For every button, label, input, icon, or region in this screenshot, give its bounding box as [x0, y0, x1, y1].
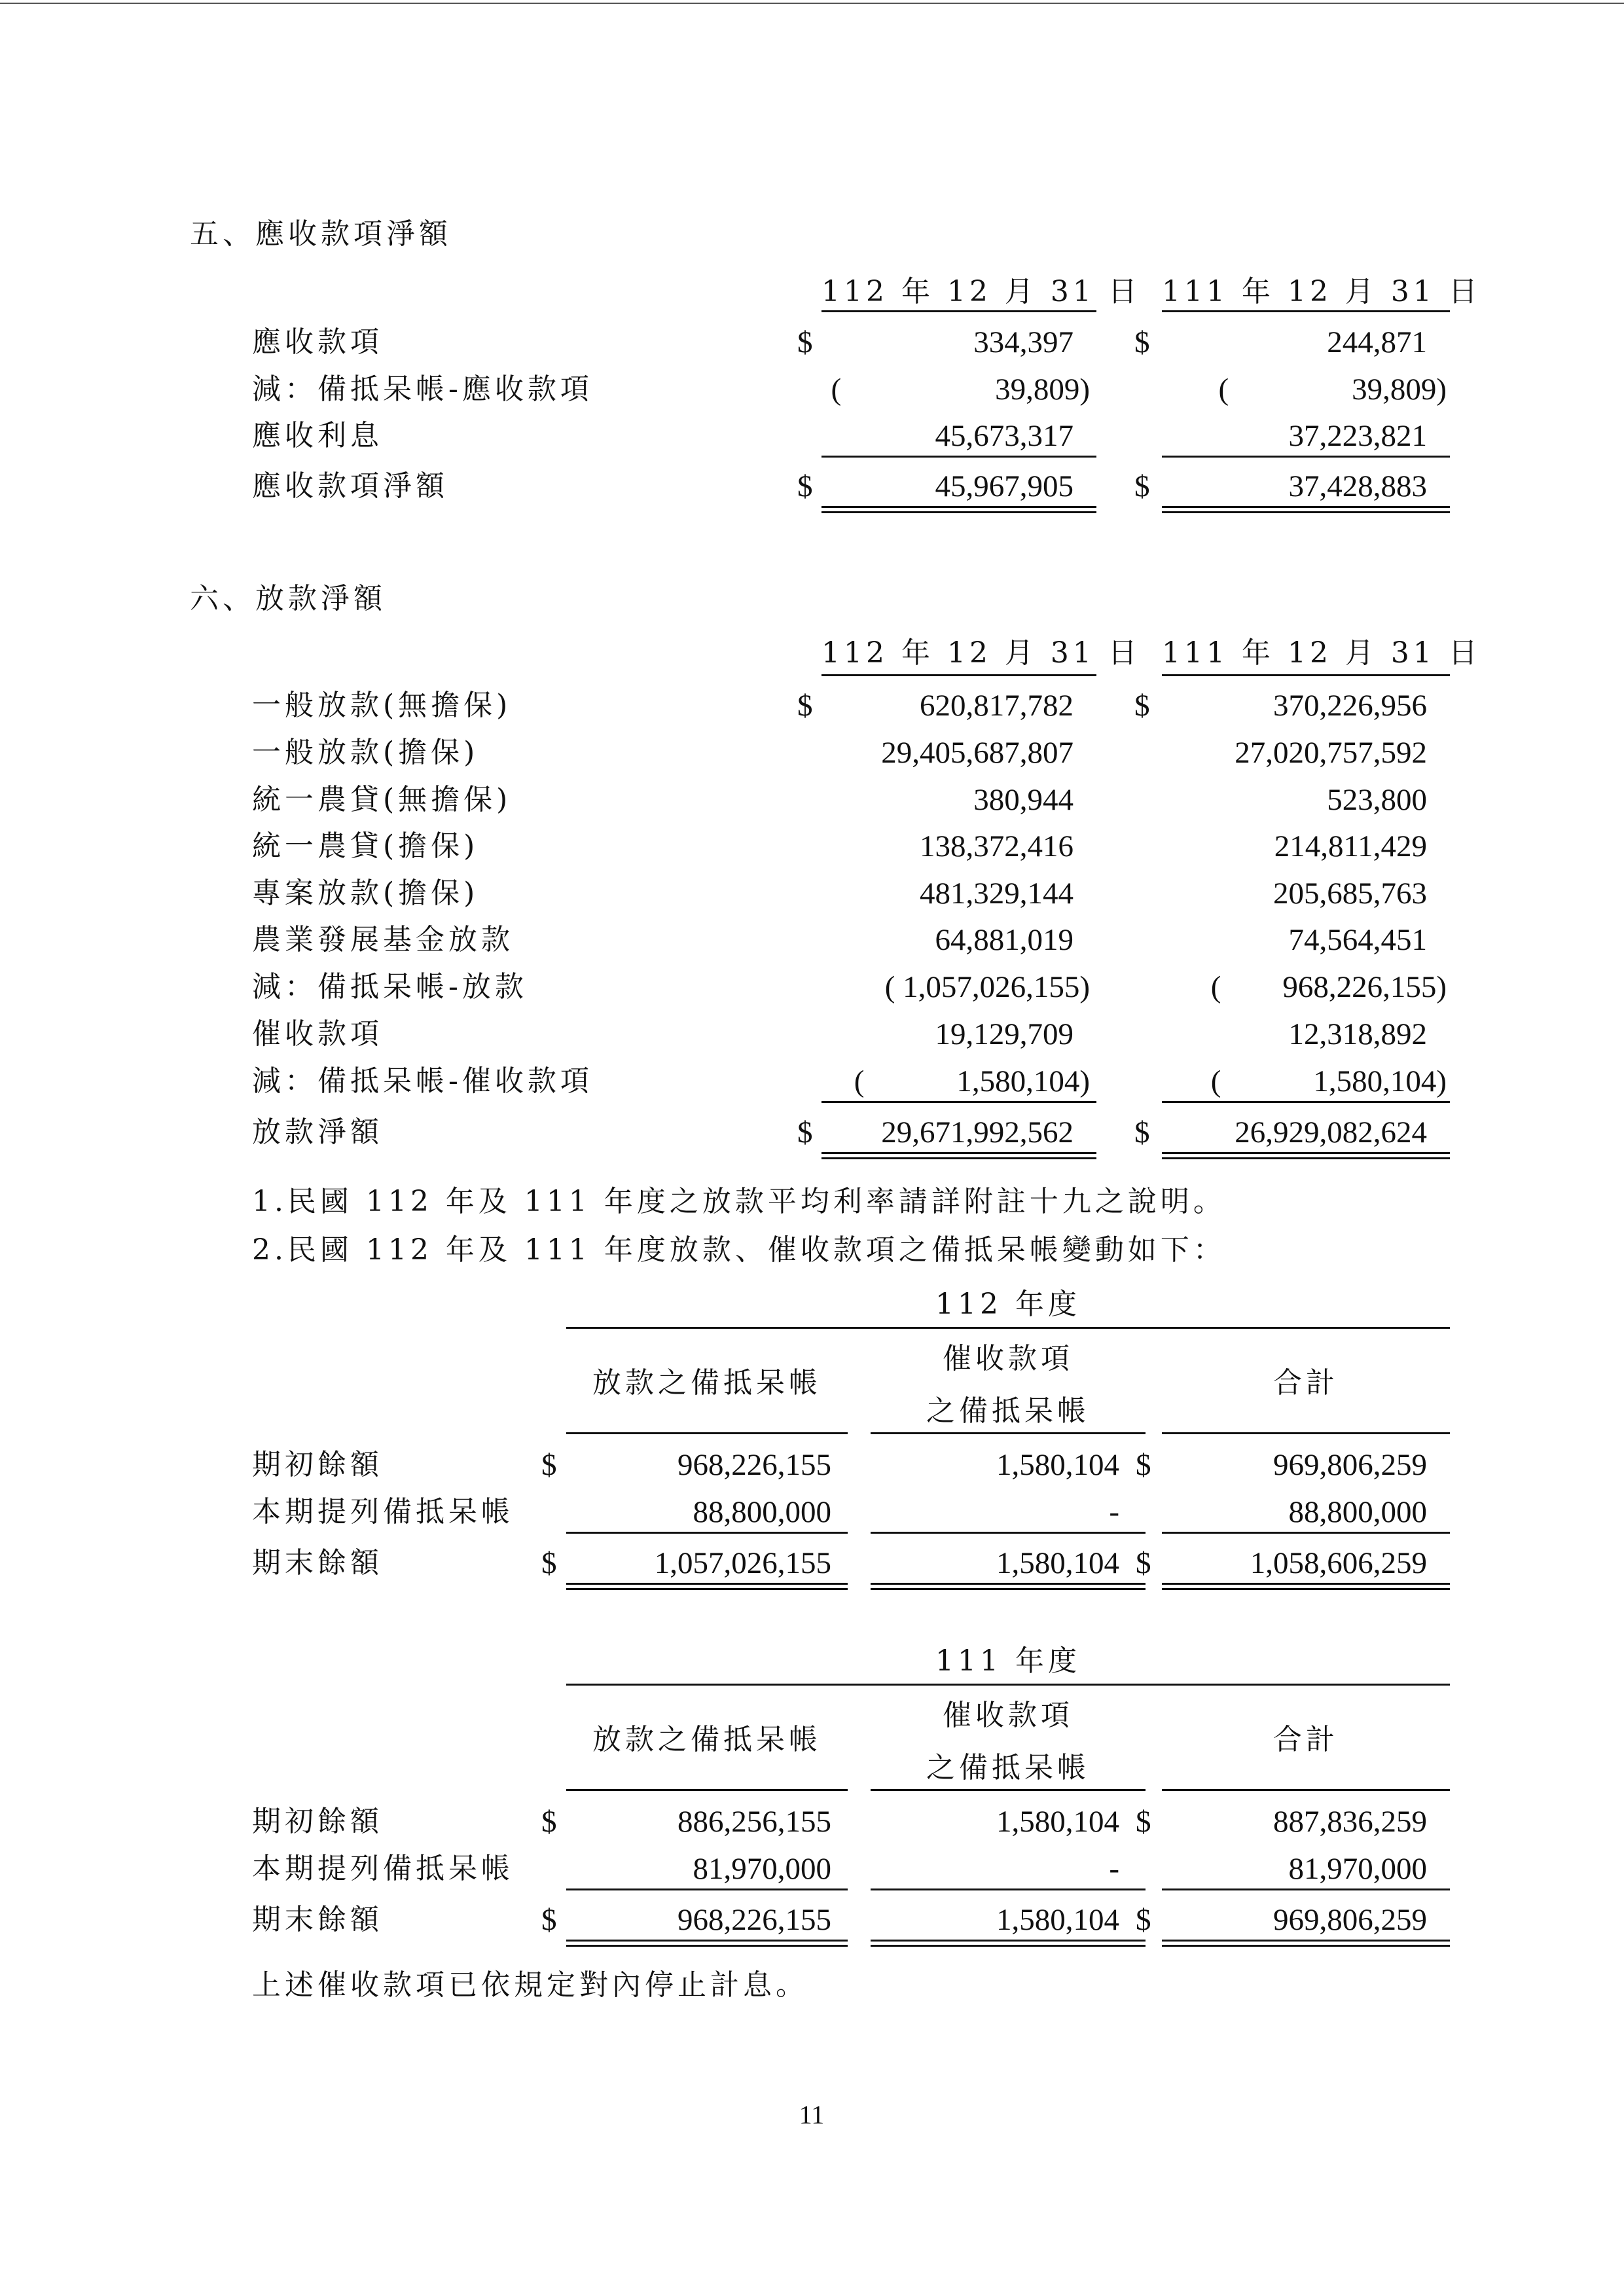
section-5-title: 五、應收款項淨額 — [190, 217, 452, 251]
tbl111-dollar-sign: $ — [1136, 1805, 1151, 1839]
s6-value-111: 12,318,892 — [1288, 1017, 1427, 1051]
s6-row-label: 統一農貸(無擔保) — [252, 783, 512, 816]
s6-row-label: 減：備抵呆帳-放款 — [252, 970, 528, 1003]
s6-value-112: 64,881,019 — [935, 923, 1074, 957]
s6-value-112: ( 1,580,104) — [854, 1064, 1090, 1098]
s6-note-2: 2.民國 112 年及 111 年度放款、催收款項之備抵呆帳變動如下： — [252, 1233, 1226, 1267]
s6-note-1: 1.民國 112 年及 111 年度之放款平均利率請詳附註十九之說明。 — [252, 1185, 1226, 1218]
tbl111-header-underline — [566, 1789, 848, 1791]
s5-dollar-sign: $ — [797, 325, 813, 359]
s5-dollar-sign: $ — [1134, 469, 1150, 503]
tbl111-allowance-overdue: 1,580,104 — [996, 1805, 1119, 1839]
s6-value-112: 620,817,782 — [920, 689, 1074, 723]
tbl112-row-label: 期末餘額 — [252, 1546, 383, 1580]
tbl112-allowance-loans: 968,226,155 — [677, 1448, 831, 1482]
tbl111-dollar-sign: $ — [541, 1805, 557, 1839]
s5-value-111: 37,223,821 — [1288, 419, 1427, 453]
s5-value-112: 45,673,317 — [935, 419, 1074, 453]
s5-value-111: 244,871 — [1327, 325, 1427, 359]
tbl112-dollar-sign: $ — [541, 1546, 557, 1580]
tbl112-total-double-underline — [566, 1583, 848, 1590]
s6-value-111: 370,226,956 — [1273, 689, 1427, 723]
tbl112-header-underline — [566, 1432, 848, 1434]
tbl111-col-overdue-header-2: 之備抵呆帳 — [926, 1751, 1090, 1784]
scan-edge-line — [0, 3, 1624, 4]
s5-row-label: 應收款項 — [252, 325, 383, 359]
tbl111-row-label: 本期提列備抵呆帳 — [252, 1852, 514, 1885]
s6-row-label: 統一農貸(擔保) — [252, 829, 479, 863]
s5-row-label: 應收款項淨額 — [252, 469, 448, 503]
section-6-title: 六、放款淨額 — [190, 582, 386, 615]
s5-value-112: 334,397 — [973, 325, 1074, 359]
tbl111-subtotal-line — [566, 1888, 848, 1890]
s6-dollar-sign: $ — [1134, 1115, 1150, 1149]
s5-dollar-sign: $ — [1134, 325, 1150, 359]
s6-value-112: 19,129,709 — [935, 1017, 1074, 1051]
tbl112-total: 88,800,000 — [1288, 1495, 1427, 1529]
tbl111-allowance-loans: 968,226,155 — [677, 1903, 831, 1937]
s5-total-double-underline — [821, 506, 1096, 513]
s5-row-label: 減：備抵呆帳-應收款項 — [252, 372, 593, 406]
tbl111-col-overdue-header-1: 催收款項 — [943, 1699, 1074, 1732]
s6-row-label: 專案放款(擔保) — [252, 876, 479, 910]
tbl112-header-underline — [1162, 1432, 1450, 1434]
footnote: 上述催收款項已依規定對內停止計息。 — [252, 1968, 808, 2002]
s5-col2-header-underline — [1162, 310, 1450, 312]
tbl112-total-double-underline — [871, 1583, 1146, 1590]
tbl112-subtotal-line — [566, 1532, 848, 1534]
s6-subtotal-line — [1162, 1101, 1450, 1103]
s6-row-label: 農業發展基金放款 — [252, 923, 514, 956]
s6-dollar-sign: $ — [797, 1115, 813, 1149]
s5-value-111: ( 39,809) — [1218, 372, 1447, 407]
s6-row-label: 放款淨額 — [252, 1115, 383, 1149]
s6-value-111: 523,800 — [1327, 783, 1427, 817]
tbl112-header-underline — [871, 1432, 1146, 1434]
s6-dollar-sign: $ — [797, 689, 813, 723]
tbl111-allowance-loans: 81,970,000 — [693, 1852, 831, 1886]
tbl112-total: 969,806,259 — [1273, 1448, 1427, 1482]
tbl111-subtotal-line — [1162, 1888, 1450, 1890]
s6-value-112: 29,405,687,807 — [881, 736, 1074, 770]
tbl112-subtotal-line — [871, 1532, 1146, 1534]
tbl111-total-double-underline — [1162, 1940, 1450, 1947]
tbl111-col-total: 合計 — [1273, 1723, 1339, 1756]
s6-row-label: 一般放款(擔保) — [252, 736, 479, 769]
s6-dollar-sign: $ — [1134, 689, 1150, 723]
page-number: 11 — [799, 2100, 825, 2129]
tbl111-subtotal-line — [871, 1888, 1146, 1890]
s6-col1-header: 112 年 12 月 31 日 — [821, 636, 1141, 670]
s5-total-112: 45,967,905 — [935, 469, 1074, 503]
tbl112-allowance-overdue: 1,580,104 — [996, 1546, 1119, 1580]
tbl112-col-allowance-loans: 放款之備抵呆帳 — [592, 1366, 821, 1400]
s6-total-double-underline — [1162, 1152, 1450, 1159]
s6-value-112: ( 1,057,026,155) — [884, 970, 1090, 1004]
s5-subtotal-line — [821, 456, 1096, 458]
tbl111-total: 887,836,259 — [1273, 1805, 1427, 1839]
tbl111-row-label: 期末餘額 — [252, 1903, 383, 1936]
s5-col1-header: 112 年 12 月 31 日 — [821, 275, 1141, 308]
s6-value-111: ( 968,226,155) — [1210, 970, 1447, 1004]
tbl111-total: 81,970,000 — [1288, 1852, 1427, 1886]
tbl111-total-double-underline — [871, 1940, 1146, 1947]
s6-value-111: ( 1,580,104) — [1210, 1064, 1447, 1098]
s6-row-label: 一般放款(無擔保) — [252, 689, 512, 722]
tbl111-header-topline — [566, 1684, 1450, 1686]
tbl112-allowance-overdue: 1,580,104 — [996, 1448, 1119, 1482]
tbl112-total: 1,058,606,259 — [1250, 1546, 1427, 1580]
tbl111-total: 969,806,259 — [1273, 1903, 1427, 1937]
tbl111-dollar-sign: $ — [541, 1903, 557, 1937]
s6-subtotal-line — [821, 1101, 1096, 1103]
s6-value-112: 138,372,416 — [920, 829, 1074, 863]
tbl112-col-overdue-header-2: 之備抵呆帳 — [926, 1394, 1090, 1428]
tbl112-dollar-sign: $ — [1136, 1546, 1151, 1580]
tbl111-year-title: 111 年度 — [935, 1644, 1081, 1678]
tbl112-header-topline — [566, 1327, 1450, 1329]
s6-total-double-underline — [821, 1152, 1096, 1159]
tbl112-allowance-loans: 1,057,026,155 — [654, 1546, 831, 1580]
s5-total-111: 37,428,883 — [1288, 469, 1427, 503]
tbl112-allowance-loans: 88,800,000 — [693, 1495, 831, 1529]
s5-col2-header: 111 年 12 月 31 日 — [1162, 275, 1481, 308]
tbl112-row-label: 期初餘額 — [252, 1448, 383, 1481]
tbl112-row-label: 本期提列備抵呆帳 — [252, 1495, 514, 1528]
tbl111-allowance-loans: 886,256,155 — [677, 1805, 831, 1839]
s5-subtotal-line — [1162, 456, 1450, 458]
tbl111-header-underline — [871, 1789, 1146, 1791]
tbl112-col-total: 合計 — [1273, 1366, 1339, 1400]
tbl111-col-allowance-loans: 放款之備抵呆帳 — [592, 1723, 821, 1756]
tbl112-year-title: 112 年度 — [935, 1288, 1081, 1321]
s5-dollar-sign: $ — [797, 469, 813, 503]
s5-value-112: ( 39,809) — [831, 372, 1090, 407]
s6-value-111: 205,685,763 — [1273, 876, 1427, 911]
s6-value-111: 214,811,429 — [1274, 829, 1427, 863]
s6-value-111: 27,020,757,592 — [1235, 736, 1427, 770]
s5-total-double-underline — [1162, 506, 1450, 513]
s5-row-label: 應收利息 — [252, 419, 383, 452]
s6-col2-header-underline — [1162, 674, 1450, 676]
tbl112-dollar-sign: $ — [541, 1448, 557, 1482]
tbl112-total-double-underline — [1162, 1583, 1450, 1590]
tbl112-dollar-sign: $ — [1136, 1448, 1151, 1482]
s6-row-label: 催收款項 — [252, 1017, 383, 1051]
s6-col1-header-underline — [821, 674, 1096, 676]
tbl112-col-overdue-header-1: 催收款項 — [943, 1342, 1074, 1375]
tbl112-subtotal-line — [1162, 1532, 1450, 1534]
s6-value-112: 481,329,144 — [920, 876, 1074, 911]
s6-total-111: 26,929,082,624 — [1235, 1115, 1427, 1149]
s6-row-label: 減：備抵呆帳-催收款項 — [252, 1064, 593, 1098]
tbl111-allowance-overdue: 1,580,104 — [996, 1903, 1119, 1937]
tbl112-allowance-overdue: - — [1109, 1495, 1119, 1529]
s6-col2-header: 111 年 12 月 31 日 — [1162, 636, 1481, 670]
tbl111-header-underline — [1162, 1789, 1450, 1791]
tbl111-total-double-underline — [566, 1940, 848, 1947]
tbl111-allowance-overdue: - — [1109, 1852, 1119, 1886]
s5-col1-header-underline — [821, 310, 1096, 312]
s6-total-112: 29,671,992,562 — [881, 1115, 1074, 1149]
tbl111-row-label: 期初餘額 — [252, 1805, 383, 1838]
s6-value-112: 380,944 — [973, 783, 1074, 817]
tbl111-dollar-sign: $ — [1136, 1903, 1151, 1937]
s6-value-111: 74,564,451 — [1288, 923, 1427, 957]
